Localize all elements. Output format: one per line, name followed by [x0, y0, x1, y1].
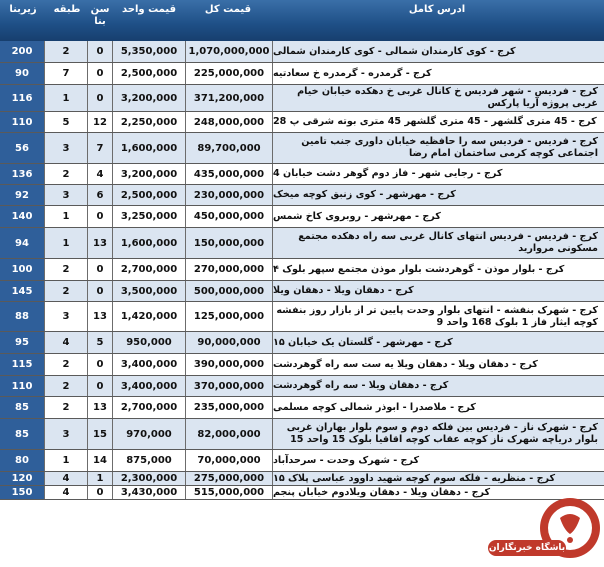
table-row — [0, 63, 604, 85]
table-row — [0, 206, 604, 228]
cell-floor: 4 — [62, 487, 70, 498]
column-divider — [185, 281, 186, 301]
cell-age: 0 — [96, 46, 104, 57]
table-body — [0, 41, 604, 500]
column-divider — [185, 354, 186, 375]
cell-age: 0 — [96, 359, 104, 370]
cell-total-price: 225,000,000 — [193, 68, 265, 79]
cell-address: کرج - بلوار موذن - گوهردشت بلوار موذن مجتمع سپهر بلوک ۴ — [273, 263, 565, 275]
cell-total-price: 450,000,000 — [193, 211, 265, 222]
column-divider — [44, 133, 45, 163]
column-divider — [112, 354, 113, 375]
column-divider — [185, 63, 186, 84]
column-divider — [272, 450, 273, 471]
cell-area: 80 — [0, 450, 44, 471]
column-divider — [185, 332, 186, 353]
column-divider — [87, 133, 88, 163]
cell-address: کرج - 45 متری گلشهر - 45 متری گلشهر 45 متری بوته شرقی پ 28 — [273, 116, 597, 127]
column-divider — [185, 228, 186, 258]
table-row — [0, 419, 604, 450]
table-row — [0, 259, 604, 281]
cell-address: کرج - منظریه - فلکه سوم کوچه شهید داوود عباسی پلاک ۱۵ — [273, 472, 556, 484]
cell-floor: 2 — [62, 264, 70, 275]
column-divider — [272, 228, 273, 258]
cell-age: 5 — [96, 337, 104, 348]
table-header — [0, 0, 604, 41]
cell-age: 1 — [96, 473, 104, 484]
cell-floor: 7 — [62, 68, 70, 79]
column-divider — [185, 185, 186, 205]
column-divider — [44, 376, 45, 396]
column-divider — [44, 302, 45, 331]
cell-unit-price: 3,250,000 — [120, 211, 178, 222]
column-divider — [87, 206, 88, 227]
column-divider — [272, 376, 273, 396]
cell-total-price: 89,700,000 — [197, 142, 261, 154]
column-divider — [112, 450, 113, 471]
column-divider — [87, 354, 88, 375]
cell-address: کرج - ملاصدرا - ابوذر شمالی کوچه مسلمی — [273, 401, 476, 413]
column-divider — [112, 281, 113, 301]
column-divider — [272, 206, 273, 227]
cell-total-price: 90,000,000 — [197, 337, 261, 348]
column-divider — [44, 63, 45, 84]
column-divider — [87, 85, 88, 111]
column-divider — [185, 376, 186, 396]
column-divider — [185, 397, 186, 418]
column-divider — [87, 332, 88, 353]
cell-area: 92 — [0, 185, 44, 205]
header-address: ادرس کامل — [408, 4, 466, 15]
cell-address: کرج - مهرشهر - روبروی کاخ شمس — [273, 210, 441, 222]
column-divider — [272, 354, 273, 375]
column-divider — [87, 376, 88, 396]
cell-total-price: 275,000,000 — [193, 473, 265, 484]
cell-area: 110 — [0, 112, 44, 132]
cell-floor: 1 — [62, 237, 70, 249]
column-divider — [87, 450, 88, 471]
table-row — [0, 112, 604, 133]
cell-area: 94 — [0, 228, 44, 258]
column-divider — [112, 472, 113, 485]
cell-floor: 5 — [62, 116, 70, 128]
cell-age: 13 — [93, 237, 107, 249]
column-divider — [44, 41, 45, 62]
column-divider — [87, 112, 88, 132]
cell-area: 120 — [0, 472, 44, 485]
cell-unit-price: 3,400,000 — [120, 380, 178, 392]
cell-age: 0 — [96, 68, 104, 79]
cell-area: 140 — [0, 206, 44, 227]
column-divider — [44, 281, 45, 301]
column-divider — [44, 332, 45, 353]
cell-area: 56 — [0, 133, 44, 163]
cell-age: 0 — [96, 211, 104, 222]
cell-floor: 1 — [62, 455, 70, 466]
cell-floor: 2 — [62, 168, 70, 180]
table-row — [0, 133, 604, 164]
cell-unit-price: 2,700,000 — [120, 264, 178, 275]
column-divider — [112, 63, 113, 84]
column-divider — [272, 472, 273, 485]
cell-total-price: 371,200,000 — [193, 92, 265, 104]
column-divider — [272, 133, 273, 163]
column-divider — [87, 472, 88, 485]
logo-text: باشگاه خبرنگاران — [488, 540, 566, 556]
cell-floor: 2 — [62, 285, 70, 297]
cell-unit-price: 970,000 — [126, 428, 172, 440]
column-divider — [272, 85, 273, 111]
column-divider — [272, 419, 273, 449]
column-divider — [185, 133, 186, 163]
cell-total-price: 270,000,000 — [193, 264, 265, 275]
column-divider — [87, 259, 88, 280]
column-divider — [185, 259, 186, 280]
table-row — [0, 41, 604, 63]
cell-address: کرج - شهرک بنفشه - انتهای بلوار وحدت پایین تر از بازار روز بنفشه کوچه ایثار فاز 1 بلوک 168 واحد 9 — [276, 304, 598, 328]
column-divider — [112, 302, 113, 331]
table-row — [0, 164, 604, 185]
column-divider — [185, 472, 186, 485]
table-row — [0, 472, 604, 486]
cell-area: 88 — [0, 302, 44, 331]
cell-age: 12 — [93, 116, 107, 128]
column-divider — [272, 41, 273, 62]
cell-age: 0 — [96, 380, 104, 392]
table-row — [0, 397, 604, 419]
cell-area: 110 — [0, 376, 44, 396]
cell-unit-price: 950,000 — [126, 337, 172, 348]
cell-area: 115 — [0, 354, 44, 375]
cell-unit-price: 1,600,000 — [120, 142, 178, 154]
column-divider — [87, 41, 88, 62]
column-divider — [272, 112, 273, 132]
column-divider — [44, 472, 45, 485]
cell-total-price: 370,000,000 — [193, 380, 265, 392]
column-divider — [185, 206, 186, 227]
cell-area: 145 — [0, 281, 44, 301]
news-agency-logo — [472, 488, 604, 563]
cell-floor: 4 — [62, 337, 70, 348]
cell-floor: 2 — [62, 380, 70, 392]
cell-unit-price: 1,600,000 — [120, 237, 178, 249]
column-divider — [112, 185, 113, 205]
cell-area: 136 — [0, 164, 44, 184]
column-divider — [185, 419, 186, 449]
cell-area: 85 — [0, 397, 44, 418]
cell-floor: 3 — [62, 311, 70, 322]
cell-age: 13 — [93, 402, 107, 413]
column-divider — [185, 85, 186, 111]
cell-age: 4 — [96, 168, 104, 180]
column-divider — [185, 164, 186, 184]
cell-total-price: 150,000,000 — [193, 237, 265, 249]
table-row — [0, 302, 604, 332]
column-divider — [112, 332, 113, 353]
cell-floor: 2 — [62, 359, 70, 370]
cell-total-price: 82,000,000 — [197, 428, 261, 440]
column-divider — [272, 63, 273, 84]
cell-address: کرج - دهقان ویلا - دهقان ویلا — [273, 285, 414, 296]
cell-address: کرج - دهقان ویلا - سه راه گوهردشت — [273, 380, 449, 391]
table-row — [0, 332, 604, 354]
cell-age: 13 — [93, 311, 107, 322]
column-divider — [185, 302, 186, 331]
cell-unit-price: 2,500,000 — [120, 68, 178, 79]
table-row — [0, 85, 604, 112]
cell-address: کرج - مهرشهر - کوی زنبق کوچه میخک — [273, 189, 456, 200]
cell-floor: 4 — [62, 473, 70, 484]
cell-area: 150 — [0, 486, 44, 499]
cell-area: 116 — [0, 85, 44, 111]
cell-area: 85 — [0, 419, 44, 449]
cell-floor: 2 — [62, 46, 70, 57]
column-divider — [44, 206, 45, 227]
column-divider — [44, 419, 45, 449]
column-divider — [185, 486, 186, 499]
cell-total-price: 390,000,000 — [193, 359, 265, 370]
column-divider — [112, 41, 113, 62]
table-row — [0, 185, 604, 206]
cell-unit-price: 2,700,000 — [120, 402, 178, 413]
cell-address: کرج - فردیس - فردیس سه را حافظیه خیابان داوری جنب تامین اجتماعی کوچه کرمی ساختمان امام رضا — [301, 136, 598, 159]
column-divider — [87, 164, 88, 184]
cell-address: کرج - گرمدره - گرمدره خ سعادتیه — [273, 67, 432, 79]
column-divider — [112, 164, 113, 184]
cell-unit-price: 875,000 — [126, 455, 172, 466]
cell-floor: 3 — [62, 428, 70, 440]
cell-age: 7 — [96, 142, 104, 154]
cell-address: کرج - فردیس - فردیس انتهای کانال غربی سه راه دهکده مجتمع مسکونی مروارید — [298, 231, 598, 254]
column-divider — [87, 486, 88, 499]
cell-age: 6 — [96, 189, 104, 201]
column-divider — [87, 185, 88, 205]
column-divider — [272, 397, 273, 418]
column-divider — [272, 185, 273, 205]
column-divider — [112, 206, 113, 227]
cell-area: 90 — [0, 63, 44, 84]
cell-area: 100 — [0, 259, 44, 280]
column-divider — [87, 63, 88, 84]
cell-unit-price: 2,250,000 — [120, 116, 178, 128]
cell-unit-price: 2,300,000 — [120, 473, 178, 484]
column-divider — [44, 354, 45, 375]
cell-age: 15 — [93, 428, 107, 440]
column-divider — [44, 164, 45, 184]
column-divider — [272, 302, 273, 331]
cell-address: کرج - رجایی شهر - فاز دوم گوهر دشت خیابان 4 — [273, 168, 503, 179]
cell-area: 95 — [0, 332, 44, 353]
column-divider — [272, 486, 273, 499]
column-divider — [272, 259, 273, 280]
cell-unit-price: 3,200,000 — [120, 92, 178, 104]
cell-floor: 2 — [62, 402, 70, 413]
cell-floor: 1 — [62, 92, 70, 104]
column-divider — [44, 450, 45, 471]
column-divider — [87, 419, 88, 449]
column-divider — [112, 376, 113, 396]
cell-address: کرج - دهقان ویلا - دهقان ویلا یه ست سه راه گوهردشت — [273, 358, 538, 370]
column-divider — [44, 259, 45, 280]
cell-unit-price: 3,200,000 — [120, 168, 178, 180]
column-divider — [272, 164, 273, 184]
column-divider — [185, 112, 186, 132]
column-divider — [272, 332, 273, 353]
cell-total-price: 515,000,000 — [193, 487, 265, 498]
cell-unit-price: 5,350,000 — [120, 46, 178, 57]
column-divider — [112, 486, 113, 499]
column-divider — [185, 450, 186, 471]
cell-unit-price: 1,420,000 — [120, 311, 178, 322]
cell-address: کرج - فردیس - شهر فردیس خ کانال غربی خ دهکده خیابان خیام غربی پروژه آریا پارکس — [297, 86, 598, 109]
cell-age: 14 — [93, 455, 107, 466]
column-divider — [112, 133, 113, 163]
cell-address: کرج - دهقان ویلا - دهقان ویلادوم خیابان پنجم — [273, 486, 491, 498]
table-row — [0, 376, 604, 397]
column-divider — [112, 228, 113, 258]
column-divider — [44, 228, 45, 258]
header-area: زیربنا — [9, 4, 37, 15]
table-row — [0, 281, 604, 302]
cell-total-price: 125,000,000 — [193, 311, 265, 322]
cell-address: کرج - مهرشهر - گلستان یک خیابان ۱۵ — [273, 336, 453, 348]
cell-total-price: 500,000,000 — [193, 285, 265, 297]
cell-total-price: 1,070,000,000 — [188, 46, 270, 57]
column-divider — [44, 85, 45, 111]
column-divider — [185, 41, 186, 62]
table-row — [0, 354, 604, 376]
cell-age: 0 — [96, 92, 104, 104]
cell-address: کرج - شهرک وحدت - سرحدآباد — [273, 454, 420, 466]
cell-address: کرج - کوی کارمندان شمالی - کوی کارمندان شمالی — [273, 45, 516, 57]
table-row — [0, 450, 604, 472]
cell-unit-price: 3,430,000 — [120, 487, 178, 498]
column-divider — [272, 281, 273, 301]
column-divider — [87, 281, 88, 301]
column-divider — [44, 185, 45, 205]
cell-total-price: 70,000,000 — [197, 455, 261, 466]
cell-total-price: 248,000,000 — [193, 116, 265, 128]
cell-area: 200 — [0, 41, 44, 62]
cell-floor: 3 — [62, 189, 70, 201]
column-divider — [112, 112, 113, 132]
column-divider — [44, 397, 45, 418]
column-divider — [112, 397, 113, 418]
cell-age: 0 — [96, 487, 104, 498]
cell-unit-price: 3,400,000 — [120, 359, 178, 370]
column-divider — [44, 486, 45, 499]
cell-unit-price: 2,500,000 — [120, 189, 178, 201]
header-unit-price: قیمت واحد — [121, 4, 177, 15]
column-divider — [87, 302, 88, 331]
column-divider — [112, 419, 113, 449]
cell-total-price: 235,000,000 — [193, 402, 265, 413]
header-floor: طبقه — [53, 4, 81, 15]
cell-age: 0 — [96, 264, 104, 275]
column-divider — [112, 259, 113, 280]
header-total-price: قیمت کل — [204, 4, 252, 15]
column-divider — [44, 112, 45, 132]
cell-age: 0 — [96, 285, 104, 297]
cell-unit-price: 3,500,000 — [120, 285, 178, 297]
column-divider — [112, 85, 113, 111]
header-age: سن بنا — [90, 4, 110, 27]
column-divider — [87, 228, 88, 258]
cell-floor: 3 — [62, 142, 70, 154]
column-divider — [87, 397, 88, 418]
cell-floor: 1 — [62, 211, 70, 222]
cell-total-price: 230,000,000 — [193, 189, 265, 201]
table-row — [0, 228, 604, 259]
cell-address: کرج - شهرک ناز - فردیس بین فلکه دوم و سوم بلوار بهاران غربی بلوار دریاچه شهرک ناز کوچه عقاب کوچه اقاقیا بلوک 15 واحد 15 — [286, 422, 598, 445]
cell-total-price: 435,000,000 — [193, 168, 265, 180]
